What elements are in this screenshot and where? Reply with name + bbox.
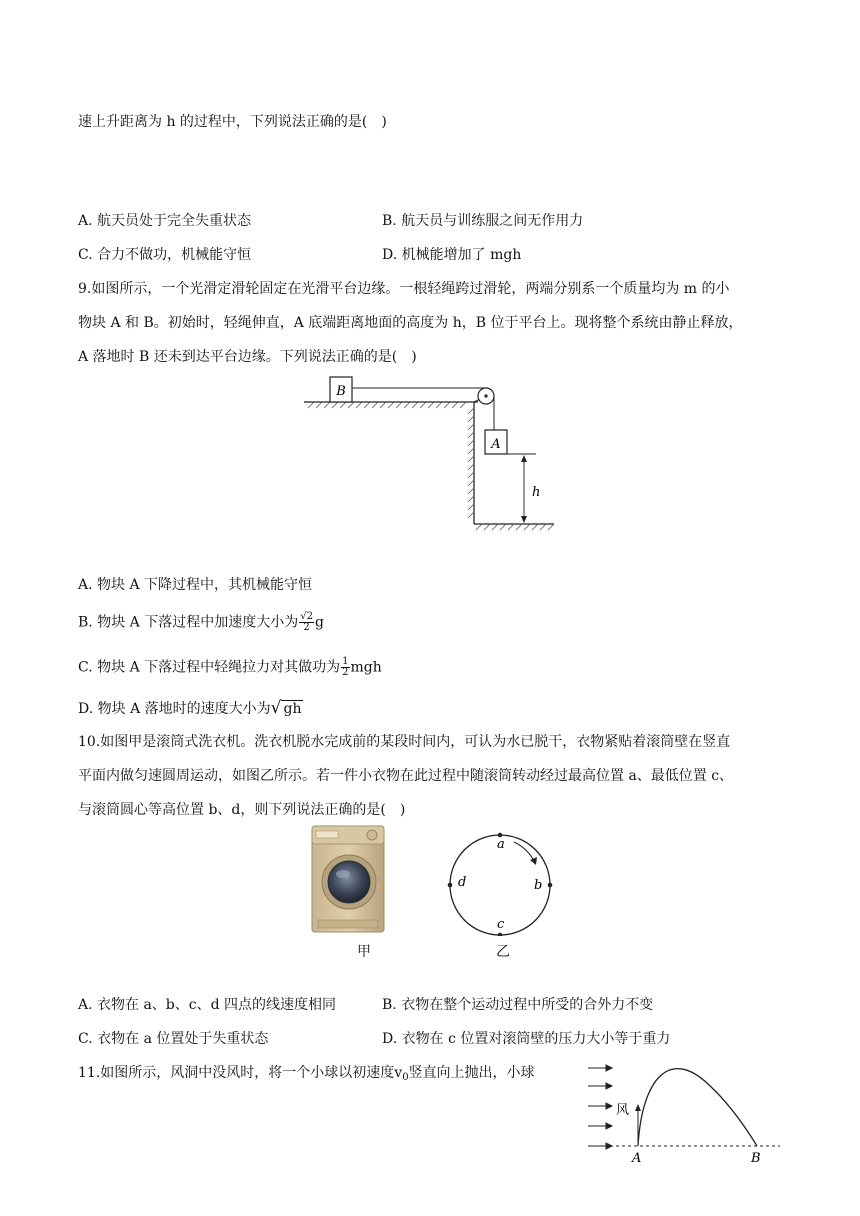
q8-option-a: A. 航天员处于完全失重状态 [78,213,252,229]
q10-option-c: C. 衣物在 a 位置处于失重状态 [78,1031,269,1047]
height-label: h [532,485,541,500]
sqrt-radicand: gh [283,701,302,717]
q9-stem-line-3: A 落地时 B 还未到达平台边缘。下列说法正确的是( ) [78,349,417,365]
q8-stem-end: 速上升距离为 h 的过程中，下列说法正确的是( ) [78,114,387,130]
q9-option-d [78,698,303,719]
q10-option-a: A. 衣物在 a、b、c、d 四点的线速度相同 [78,997,337,1013]
q9-option-c-fraction [341,657,349,678]
v-subscript: 0 [402,1072,409,1083]
block-b-label: B [336,384,346,399]
q9-option-b-text: B. 物块 A 下落过程中加速度大小为 [78,614,299,631]
q9-option-b [78,612,324,633]
point-d-label: d [458,875,467,890]
sqrt-sign: √ [270,698,282,718]
fraction-denominator: 2 [303,622,310,633]
q9-option-d-text: D. 物块 A 落地时的速度大小为 [78,701,271,717]
q8-option-c: C. 合力不做功，机械能守恒 [78,247,252,263]
point-a-label: A [632,1151,642,1166]
q10-stem-line-2: 平面内做匀速圆周运动，如图乙所示。若一件小衣物在此过程中随滚筒转动经过最高位置 a、最低位置 c、 [78,768,734,784]
point-a-label: a [497,837,505,852]
wind-label: 风 [616,1103,630,1118]
q11-stem-line-1 [78,1063,535,1088]
wind-tunnel-figure [580,1058,784,1168]
q9-option-a: A. 物块 A 下降过程中，其机械能守恒 [78,577,313,593]
point-c-label: c [497,917,505,932]
v0-symbol [394,1065,408,1081]
q8-option-b: B. 航天员与训练服之间无作用力 [382,213,584,229]
drum-circle-figure [440,824,564,936]
q11-stem-suffix: 竖直向上抛出，小球 [408,1065,535,1081]
block-a-label: A [491,437,501,452]
point-b-label: B [751,1151,761,1166]
q9-option-c-unit: mgh [350,659,382,676]
fraction-numerator: 1 [342,656,349,667]
fraction-numerator: √2 [300,611,313,622]
q10-option-d: D. 衣物在 c 位置对滚筒壁的压力大小等于重力 [382,1031,671,1047]
q10-stem-line-3: 与滚筒圆心等高位置 b、d，则下列说法正确的是( ) [78,802,406,818]
q10-option-b: B. 衣物在整个运动过程中所受的合外力不变 [382,997,654,1013]
pulley-figure [300,372,560,540]
fraction-denominator: 2 [342,667,349,678]
q9-stem-line-2: 物块 A 和 B。初始时，轻绳伸直，A 底端距离地面的高度为 h，B 位于平台上。现将整个系统由静止释放， [78,315,743,331]
caption-jia: 甲 [357,944,371,960]
q9-stem-line-1: 9.如图所示，一个光滑定滑轮固定在光滑平台边缘。一根轻绳跨过滑轮，两端分别系一个质量均为 m 的小 [78,281,730,297]
q11-stem-prefix: 11.如图所示，风洞中没风时，将一个小球以初速度 [78,1065,395,1081]
washing-machine-image [308,824,388,936]
q9-option-c-text: C. 物块 A 下落过程中轻绳拉力对其做功为 [78,659,341,676]
q9-option-b-fraction [299,612,314,633]
q9-option-b-unit: g [314,614,324,631]
point-b-label: b [534,878,543,893]
v-letter: v [394,1065,403,1081]
q10-stem-line-1: 10.如图甲是滚筒式洗衣机。洗衣机脱水完成前的某段时间内，可认为水已脱干，衣物紧贴着滚筒壁在竖直 [78,734,731,750]
caption-yi: 乙 [496,944,510,960]
q8-option-d: D. 机械能增加了 mgh [382,247,522,263]
q9-option-c [78,657,382,678]
